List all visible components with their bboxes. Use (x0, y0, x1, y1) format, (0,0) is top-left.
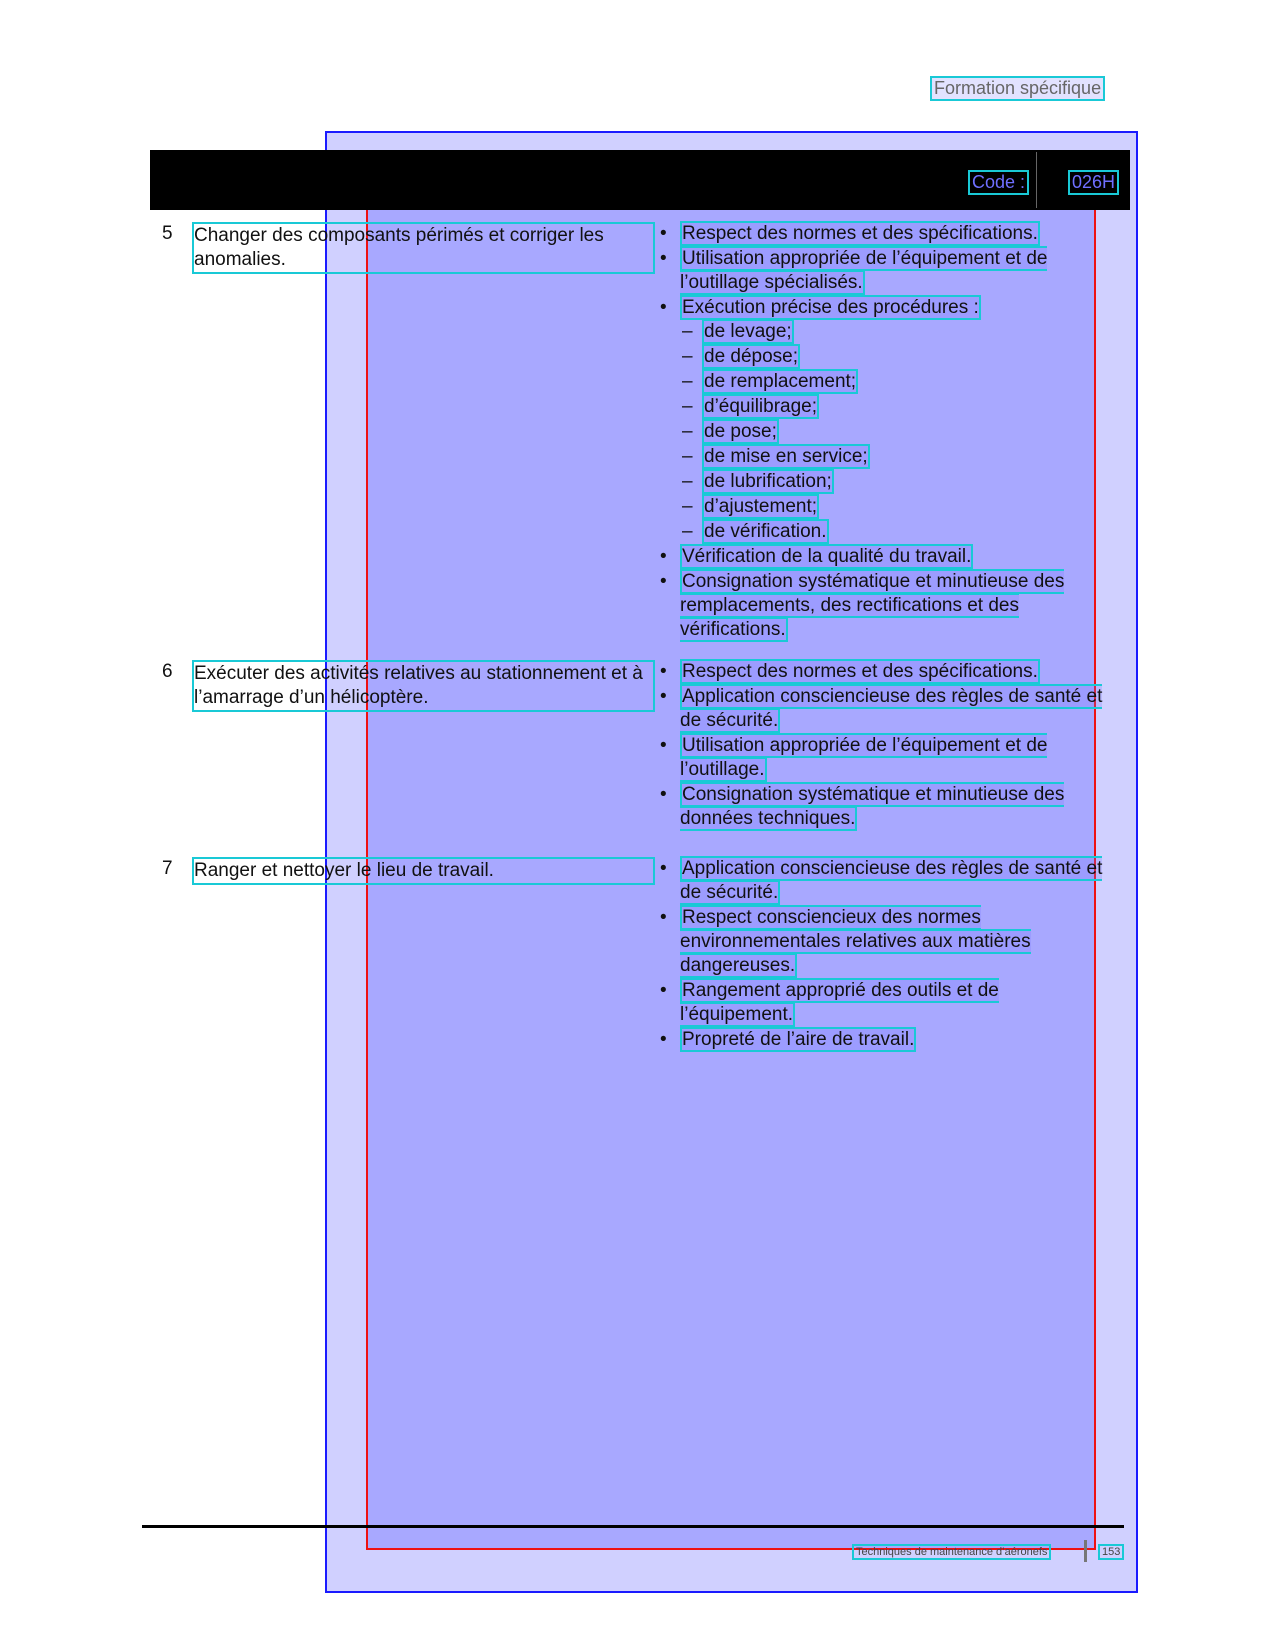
dash-icon: – (682, 321, 693, 342)
code-value: 026H (1068, 170, 1119, 195)
sub-list-item: – d’ajustement; (682, 496, 818, 517)
list-item: • Utilisation appropriée de l’équipement et de l’outillage spécialisés. (660, 248, 1048, 293)
bullet-icon: • (660, 248, 667, 269)
criteria-list (658, 660, 1113, 832)
step (160, 222, 655, 274)
list-item: • Consignation systématique et minutieuse des données techniques. (660, 784, 1065, 829)
list-item: • Exécution précise des procédures : – de levage; – de dépose; – de remplacement; – d’équilibrage; – de pose; – de mise en service; – de lubrification; – d’ajustement; – de vérification. (658, 296, 1113, 544)
dash-icon: – (682, 471, 693, 492)
list-item: • Respect des normes et des spécifications. (660, 223, 1038, 244)
dash-icon: – (682, 521, 693, 542)
sub-list-item: – de levage; (682, 321, 792, 342)
code-label: Code : (968, 170, 1029, 195)
dash-icon: – (682, 371, 693, 392)
sub-list-item: – de dépose; (682, 346, 799, 367)
step-text: Ranger et nettoyer le lieu de travail. (192, 857, 655, 885)
bullet-icon: • (660, 546, 667, 567)
list-item: • Respect des normes et des spécifications. (660, 661, 1038, 682)
bullet-icon: • (660, 907, 667, 928)
step (160, 857, 655, 885)
code-separator (1036, 152, 1037, 208)
bullet-icon: • (660, 980, 667, 1001)
list-item: • Respect consciencieux des normes environnementales relatives aux matières dangereuses. (660, 907, 1031, 976)
bullet-icon: • (660, 297, 667, 318)
sub-list-item: – de mise en service; (682, 446, 868, 467)
running-head: Formation spécifique (930, 76, 1105, 101)
dash-icon: – (682, 446, 693, 467)
footer-rule (142, 1525, 1124, 1528)
step-number: 6 (162, 661, 173, 682)
list-item: • Propreté de l’aire de travail. (660, 1029, 915, 1050)
step-text: Changer des composants périmés et corriger les anomalies. (192, 222, 655, 274)
bullet-icon: • (660, 1029, 667, 1050)
sub-list-item: – de lubrification; (682, 471, 832, 492)
step-number: 7 (162, 858, 173, 879)
criteria-list (658, 857, 1113, 1053)
bullet-icon: • (660, 735, 667, 756)
sub-list-item: – de pose; (682, 421, 777, 442)
bullet-icon: • (660, 686, 667, 707)
dash-icon: – (682, 496, 693, 517)
sub-list-item: – de remplacement; (682, 371, 857, 392)
step-number: 5 (162, 223, 173, 244)
bullet-icon: • (660, 784, 667, 805)
sub-list (680, 320, 1113, 544)
dash-icon: – (682, 346, 693, 367)
bullet-icon: • (660, 858, 667, 879)
list-item: • Application consciencieuse des règles de santé et de sécurité. (660, 858, 1103, 903)
list-item: • Consignation systématique et minutieuse des remplacements, des rectifications et des vérifications. (660, 571, 1065, 640)
page-number: 153 (1098, 1544, 1124, 1560)
list-item: • Application consciencieuse des règles de santé et de sécurité. (660, 686, 1103, 731)
bullet-icon: • (660, 661, 667, 682)
criteria-list (658, 222, 1113, 643)
list-item: • Utilisation appropriée de l’équipement et de l’outillage. (660, 735, 1048, 780)
dash-icon: – (682, 421, 693, 442)
bullet-icon: • (660, 571, 667, 592)
sub-list-item: – de vérification. (682, 521, 827, 542)
sub-list-item: – d’équilibrage; (682, 396, 818, 417)
step (160, 660, 655, 712)
dash-icon: – (682, 396, 693, 417)
step-text: Exécuter des activités relatives au stationnement et à l’amarrage d’un hélicoptère. (192, 660, 655, 712)
bullet-icon: • (660, 223, 667, 244)
list-item: • Rangement approprié des outils et de l’équipement. (660, 980, 999, 1025)
footer-title: Techniques de maintenance d’aéronefs (852, 1544, 1051, 1560)
list-item: • Vérification de la qualité du travail. (660, 546, 972, 567)
footer-separator (1084, 1540, 1087, 1562)
